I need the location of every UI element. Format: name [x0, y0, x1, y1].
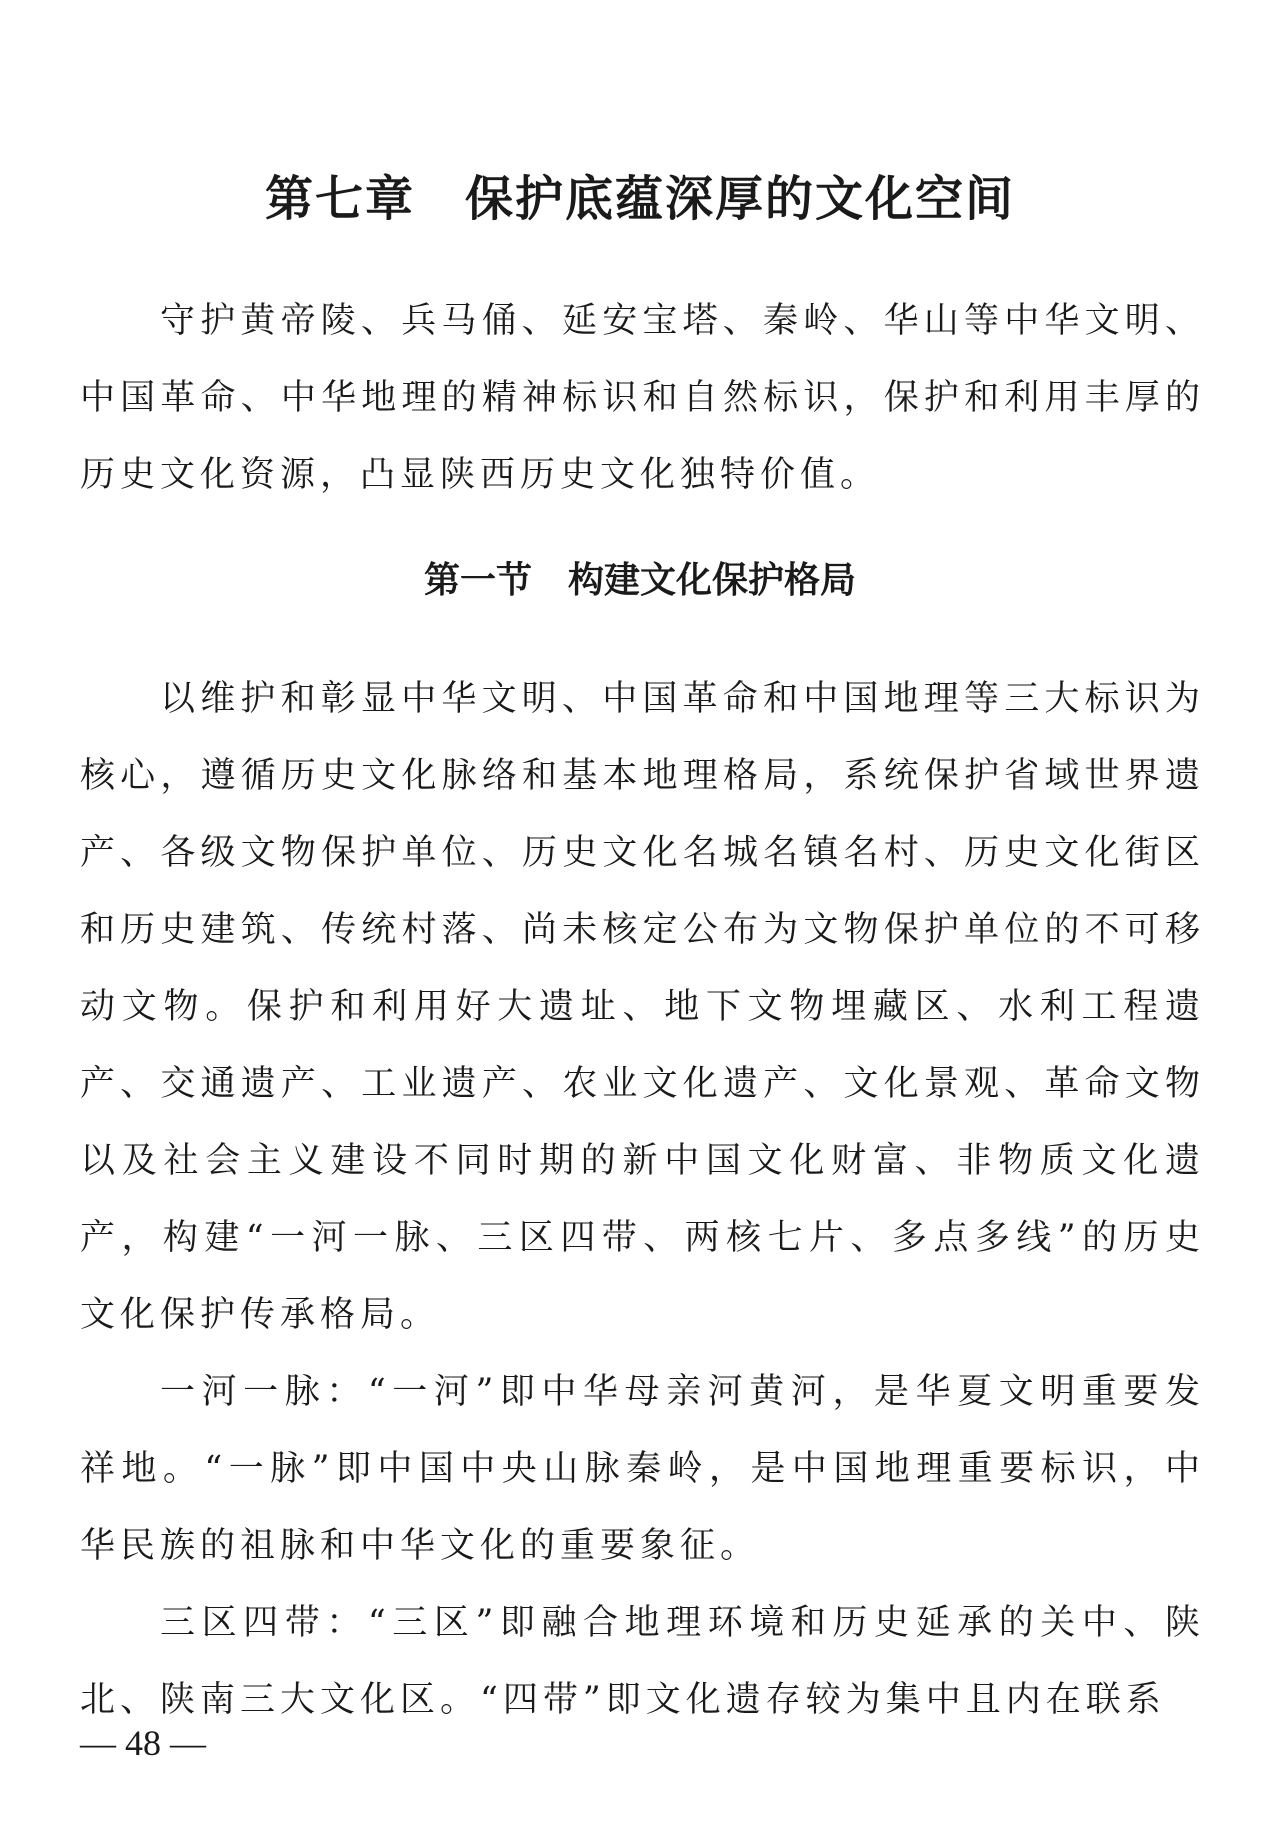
body-paragraph: 三区四带：“三区”即融合地理环境和历史延承的关中、陕北、陕南三大文化区。“四带”即文化遗存较为集中且内在联系 [80, 1603, 1205, 1720]
body-paragraph: 一河一脉：“一河”即中华母亲河黄河，是华夏文明重要发祥地。“一脉”即中国中央山脉秦岭，是中国地理重要标识，中华民族的祖脉和中华文化的重要象征。 [80, 1372, 1205, 1566]
chapter-title: 第七章 保护底蕴深厚的文化空间 [264, 171, 1015, 227]
section-title: 第一节 构建文化保护格局 [423, 560, 856, 601]
body-paragraph: 以维护和彰显中华文明、中国革命和中国地理等三大标识为核心，遵循历史文化脉络和基本地理格局，系统保护省域世界遗产、各级文物保护单位、历史文化名城名镇名村、历史文化街区和历史建筑、传统村落、尚未核定公布为文物保护单位的不可移动文物。保护和利用好大遗址、地下文物埋藏区、水利工程遗产、交通遗产、工业遗产、农业文化遗产、文化景观、革命文物以及社会主义建设不同时期的新中国文化财富、非物质文化遗产，构建“一河一脉、三区四带、两核七片、多点多线”的历史文化保护传承格局。 [80, 679, 1205, 1335]
intro-paragraph: 守护黄帝陵、兵马俑、延安宝塔、秦岭、华山等中华文明、中国革命、中华地理的精神标识和自然标识，保护和利用丰厚的历史文化资源，凸显陕西历史文化独特价值。 [80, 301, 1205, 495]
page-number: — 48 — [80, 1723, 206, 1763]
